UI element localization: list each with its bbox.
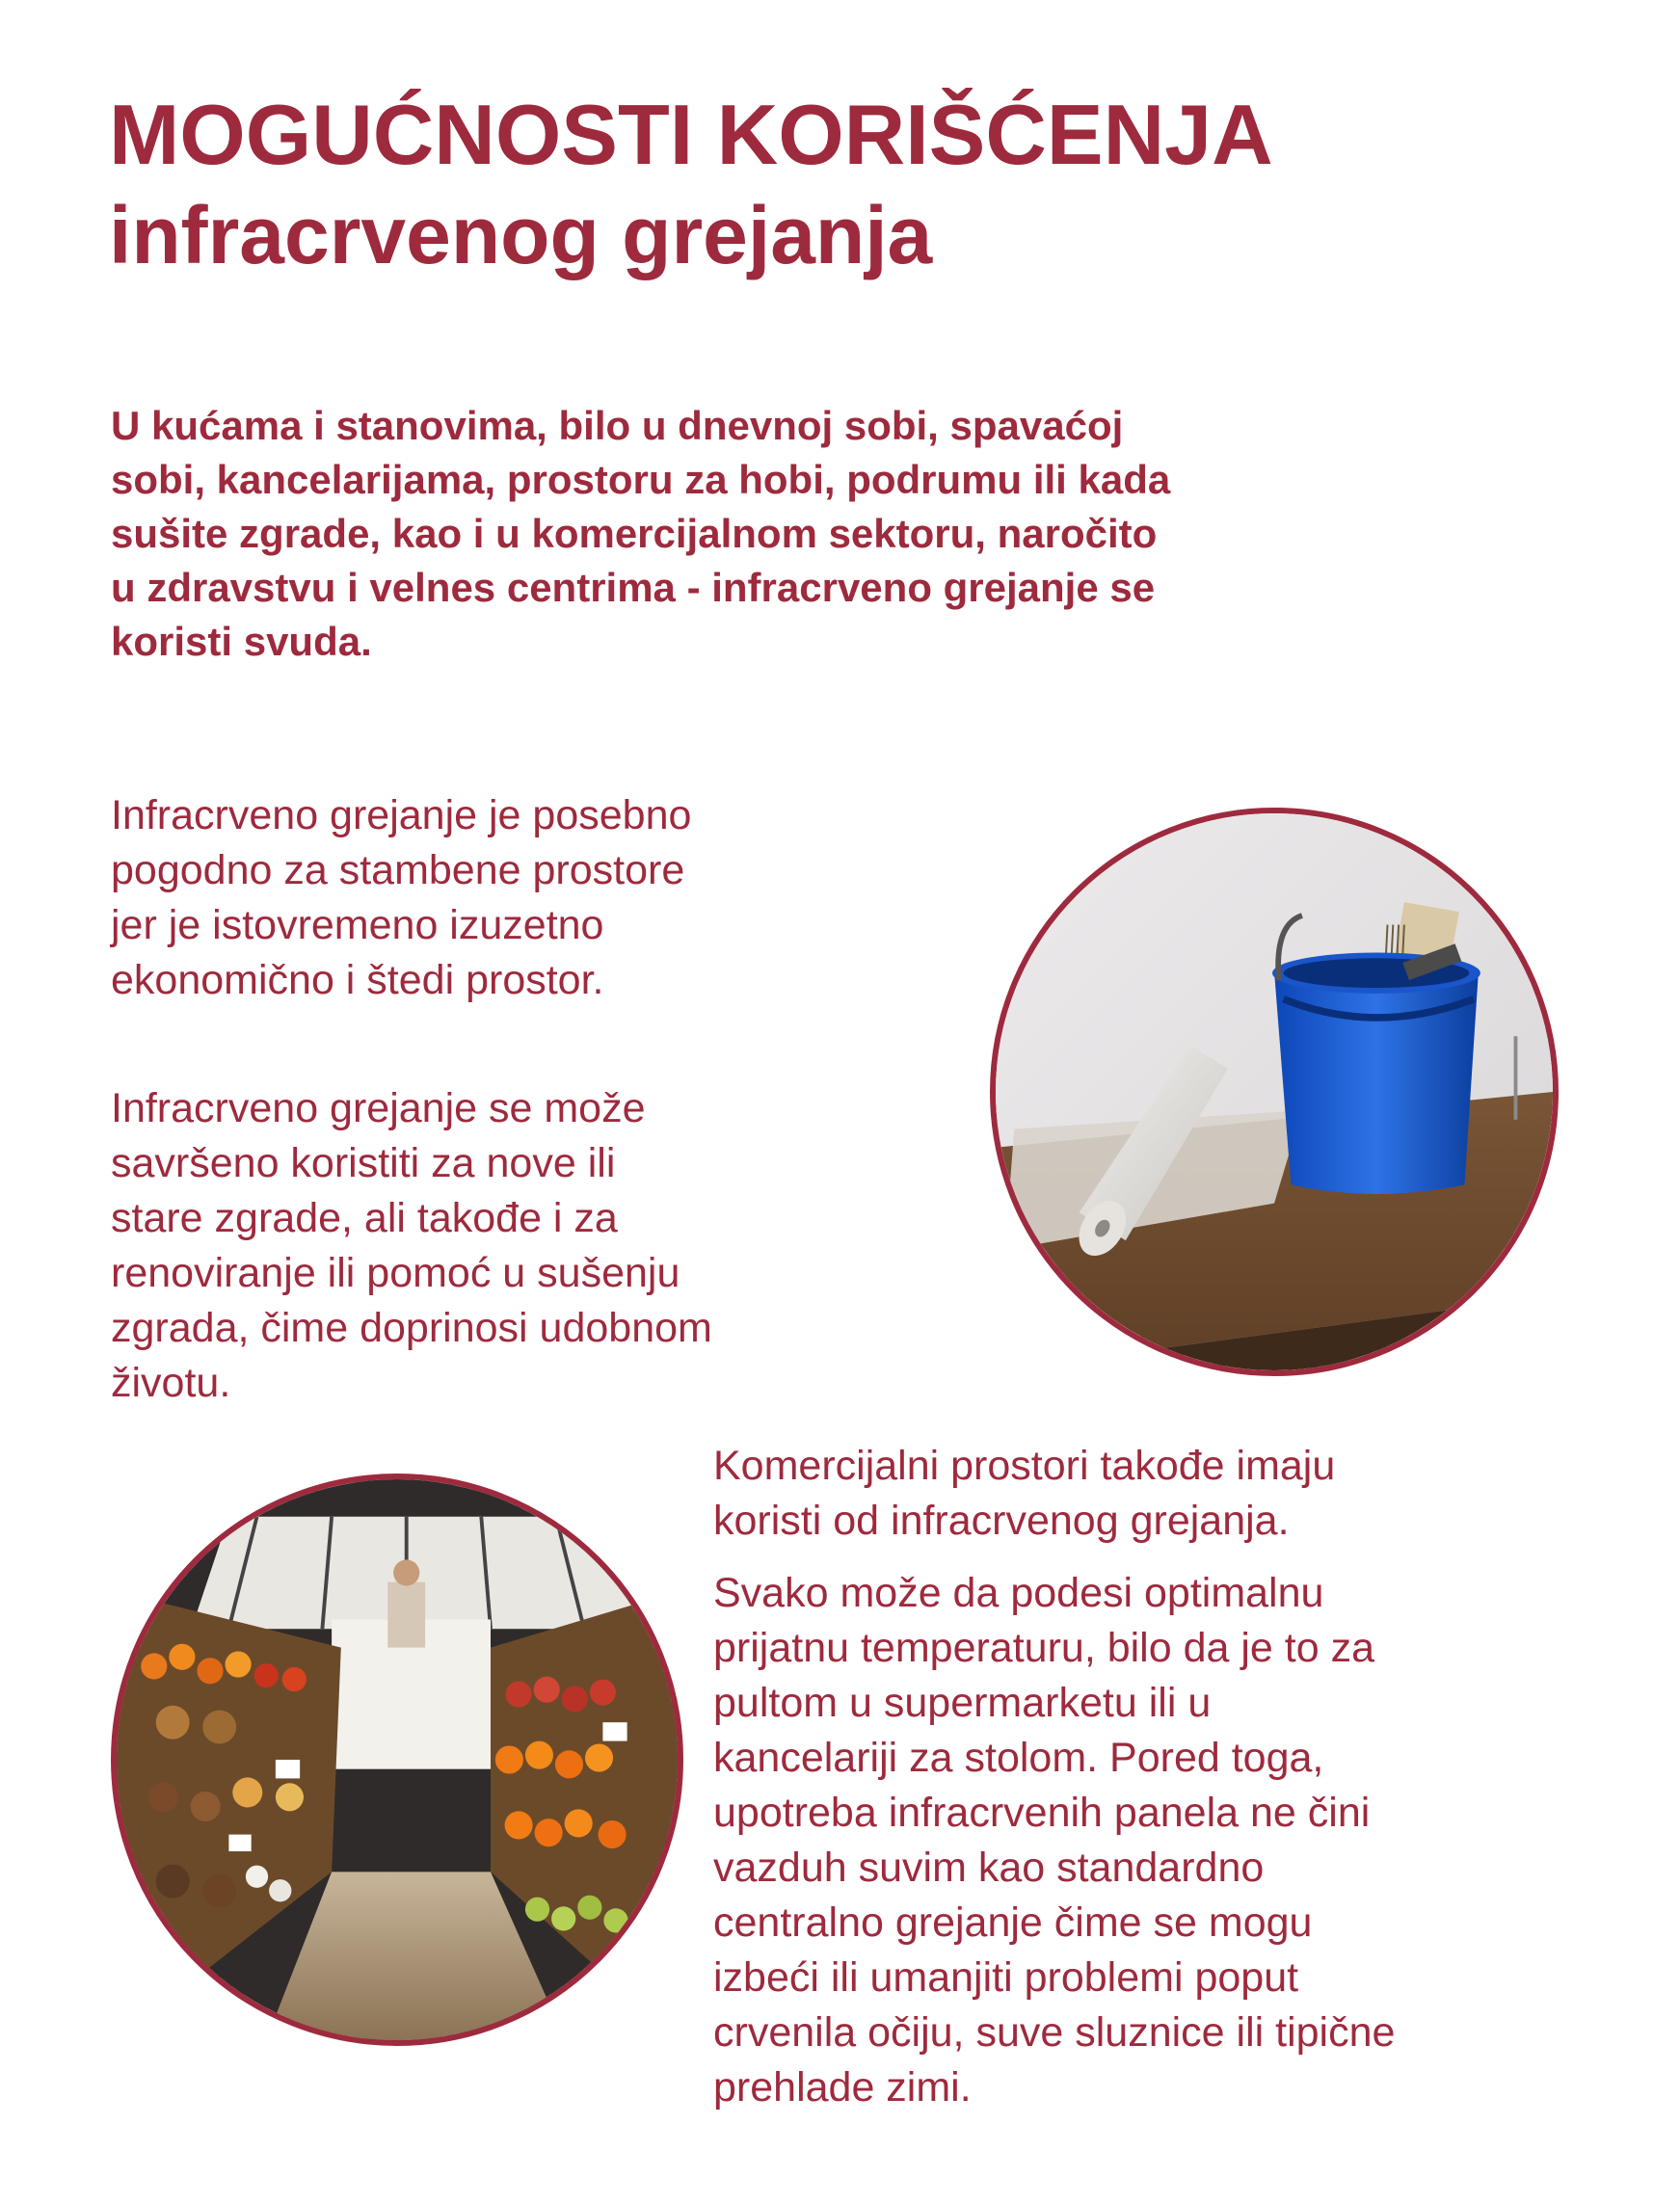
text-line: prijatnu temperaturu, bilo da je to za [713, 1625, 1375, 1671]
intro-line: sobi, kancelarijama, prostoru za hobi, podrumu ili kada [111, 457, 1171, 502]
text-line: Infracrveno grejanje je posebno [111, 792, 692, 838]
intro-line: u zdravstvu i velnes centrima - infracrveno grejanje se [111, 565, 1156, 610]
paragraph-temperature [713, 1566, 1395, 2115]
text-line: savršeno koristiti za nove ili [111, 1140, 616, 1186]
page-title [109, 85, 1273, 285]
text-line: centralno grejanje čime se mogu [713, 1899, 1313, 1946]
title-line-1: MOGUĆNOSTI KORIŠĆENJA [109, 87, 1273, 182]
intro-line: koristi svuda. [111, 619, 372, 664]
renovation-illustration [996, 813, 1553, 1370]
text-line: renoviranje ili pomoć u sušenju [111, 1250, 680, 1296]
text-line: ekonomično i štedi prostor. [111, 957, 604, 1003]
text-line: koristi od infracrvenog grejanja. [713, 1498, 1290, 1544]
supermarket-illustration [117, 1479, 678, 2040]
text-line: izbeći ili umanjiti problemi poput [713, 1954, 1299, 2001]
title-line-2: infracrvenog grejanja [109, 190, 933, 280]
text-line: kancelariji za stolom. Pored toga, [713, 1735, 1324, 1781]
text-line: Komercijalni prostori takođe imaju [713, 1443, 1336, 1489]
intro-paragraph [111, 399, 1480, 669]
text-line: prehlade zimi. [713, 2064, 972, 2111]
renovation-photo [990, 808, 1559, 1376]
paragraph-commercial [713, 1439, 1335, 1549]
text-line: vazduh suvim kao standardno [713, 1845, 1265, 1891]
supermarket-photo [111, 1474, 683, 2046]
text-line: životu. [111, 1360, 231, 1406]
paragraph-buildings [111, 1081, 712, 1411]
intro-line: sušite zgrade, kao i u komercijalnom sektoru, naročito [111, 511, 1158, 556]
intro-line: U kućama i stanovima, bilo u dnevnoj sobi, spavaćoj [111, 403, 1124, 448]
text-line: Svako može da podesi optimalnu [713, 1570, 1324, 1616]
text-line: Infracrveno grejanje se može [111, 1085, 646, 1131]
text-line: crvenila očiju, suve sluznice ili tipične [713, 2009, 1396, 2056]
text-line: stare zgrade, ali takođe i za [111, 1195, 618, 1241]
paragraph-residential [111, 788, 691, 1008]
text-line: upotreba infracrvenih panela ne čini [713, 1790, 1371, 1836]
text-line: pogodno za stambene prostore [111, 847, 685, 893]
text-line: jer je istovremeno izuzetno [111, 902, 604, 948]
text-line: zgrada, čime doprinosi udobnom [111, 1305, 712, 1351]
text-line: pultom u supermarketu ili u [713, 1680, 1212, 1726]
